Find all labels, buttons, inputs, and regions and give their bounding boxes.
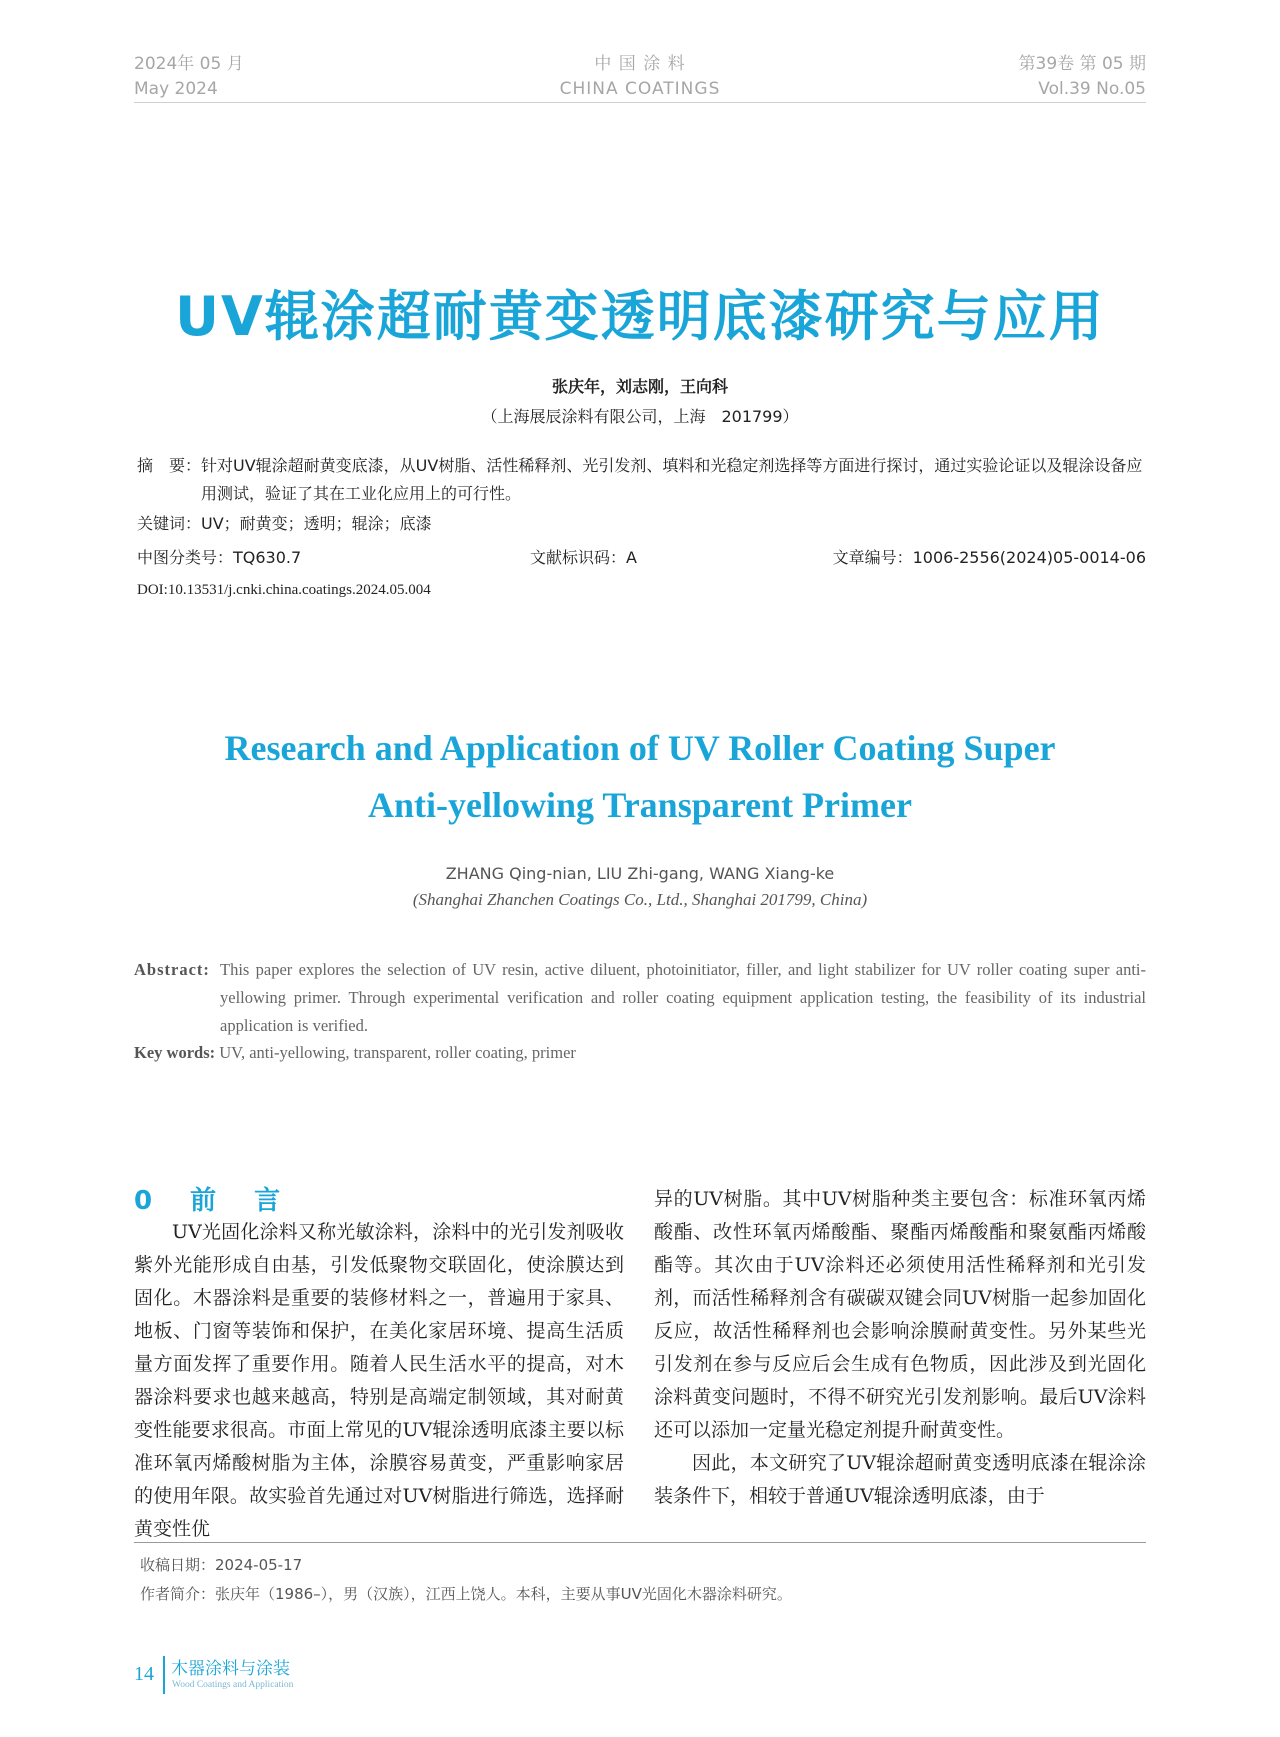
header-issue: [1019, 52, 1146, 102]
paper-title-en-line2: Anti-yellowing Transparent Primer: [368, 785, 912, 825]
footer-accent-bar: [163, 1656, 165, 1694]
author-bio: 作者简介：张庆年（1986–），男（汉族），江西上饶人。本科，主要从事UV光固化木器涂料研究。: [140, 1585, 792, 1603]
paper-title-en: [0, 720, 1280, 834]
header-date-cn: 2024年 05 月: [134, 54, 244, 74]
received-date: 收稿日期：2024-05-17: [140, 1556, 303, 1574]
abstract-cn-text: 针对UV辊涂超耐黄变底漆，从UV树脂、活性稀释剂、光引发剂、填料和光稳定剂选择等方面进行探讨，通过实验论证以及辊涂设备应用测试，验证了其在工业化应用上的可行性。: [201, 456, 1143, 503]
header-date-en: May 2024: [134, 79, 218, 99]
body-paragraph: 因此，本文研究了UV辊涂超耐黄变透明底漆在辊涂涂装条件下，相较于普通UV辊涂透明底漆，由于: [654, 1452, 1146, 1507]
body-paragraph: 异的UV树脂。其中UV树脂种类主要包含：标准环氧丙烯酸酯、改性环氧丙烯酸酯、聚酯丙烯酸酯和聚氨酯丙烯酸酯等。其次由于UV涂料还必须使用活性稀释剂和光引发剂，而活性稀释剂含有碳碳双键会同UV树脂一起参加固化反应，故活性稀释剂也会影响涂膜耐黄变性。另外某些光引发剂在参与反应后会生成有色物质，因此涉及到光固化涂料黄变问题时，不得不研究光引发剂影响。最后UV涂料还可以添加一定量光稳定剂提升耐黄变性。: [654, 1188, 1146, 1441]
footnote-divider: [134, 1542, 1146, 1543]
affiliation-en: (Shanghai Zhanchen Coatings Co., Ltd., Shanghai 201799, China): [412, 890, 868, 909]
paper-title-en-line1: Research and Application of UV Roller Coating Super: [224, 728, 1056, 768]
affiliation-cn: （上海展辰涂料有限公司，上海 201799）: [481, 407, 799, 426]
document-code: 文献标识码：A: [530, 548, 637, 567]
doi: DOI:10.13531/j.cnki.china.coatings.2024.05.004: [137, 582, 431, 598]
abstract-en-label: Abstract:: [134, 960, 210, 979]
body-column-right: [654, 1183, 1146, 1513]
body-paragraph: UV光固化涂料又称光敏涂料，涂料中的光引发剂吸收紫外光能形成自由基，引发低聚物交联固化，使涂膜达到固化。木器涂料是重要的装修材料之一，普遍用于家具、地板、门窗等装饰和保护，在美化家居环境、提高生活质量方面发挥了重要作用。随着人民生活水平的提高，对木器涂料要求也越来越高，特别是高端定制领域，其对耐黄变性能要求很高。市面上常见的UV辊涂透明底漆主要以标准环氧丙烯酸树脂为主体，涂膜容易黄变，严重影响家居的使用年限。故实验首先通过对UV树脂进行筛选，选择耐黄变性优: [134, 1221, 624, 1540]
page-number: 14: [134, 1663, 154, 1685]
abstract-en-text: This paper explores the selection of UV resin, active diluent, photoinitiator, filler, and light stabilizer for UV roller coating super anti-yellowing primer. Through experimental verification and roller coating equipment application testing, the feasibility of its industrial application is verified.: [220, 960, 1146, 1035]
header-journal-en: CHINA COATINGS: [559, 79, 721, 99]
article-number: 文章编号：1006-2556(2024)05-0014-06: [832, 548, 1146, 567]
keywords-en-text: UV, anti-yellowing, transparent, roller coating, primer: [219, 1043, 576, 1062]
header-issue-cn: 第39卷 第 05 期: [1018, 54, 1146, 74]
abstract-cn-label: 摘 要：: [137, 456, 202, 475]
section-heading-introduction: 0 前 言: [134, 1186, 287, 1216]
authors-en: ZHANG Qing-nian, LIU Zhi-gang, WANG Xiang-ke: [445, 864, 835, 883]
header-journal-cn: 中 国 涂 料: [594, 54, 686, 74]
abstract-cn: [137, 452, 1147, 508]
authors-cn: 张庆年，刘志刚，王向科: [551, 377, 728, 396]
header-divider: [134, 102, 1146, 103]
header-issue-en: Vol.39 No.05: [1038, 79, 1146, 99]
body-column-left: [134, 1216, 624, 1546]
keywords-en: [134, 1043, 576, 1063]
abstract-en: [134, 956, 1146, 1040]
keywords-cn: 关键词：UV；耐黄变；透明；辊涂；底漆: [137, 514, 432, 533]
paper-title-cn: UV辊涂超耐黄变透明底漆研究与应用: [175, 285, 1105, 348]
classification-number: 中图分类号：TQ630.7: [137, 548, 302, 567]
keywords-en-label: Key words:: [134, 1043, 216, 1062]
footer-journal-en: Wood Coatings and Application: [172, 1680, 294, 1690]
footer-journal-cn: 木器涂料与涂装: [171, 1659, 290, 1679]
